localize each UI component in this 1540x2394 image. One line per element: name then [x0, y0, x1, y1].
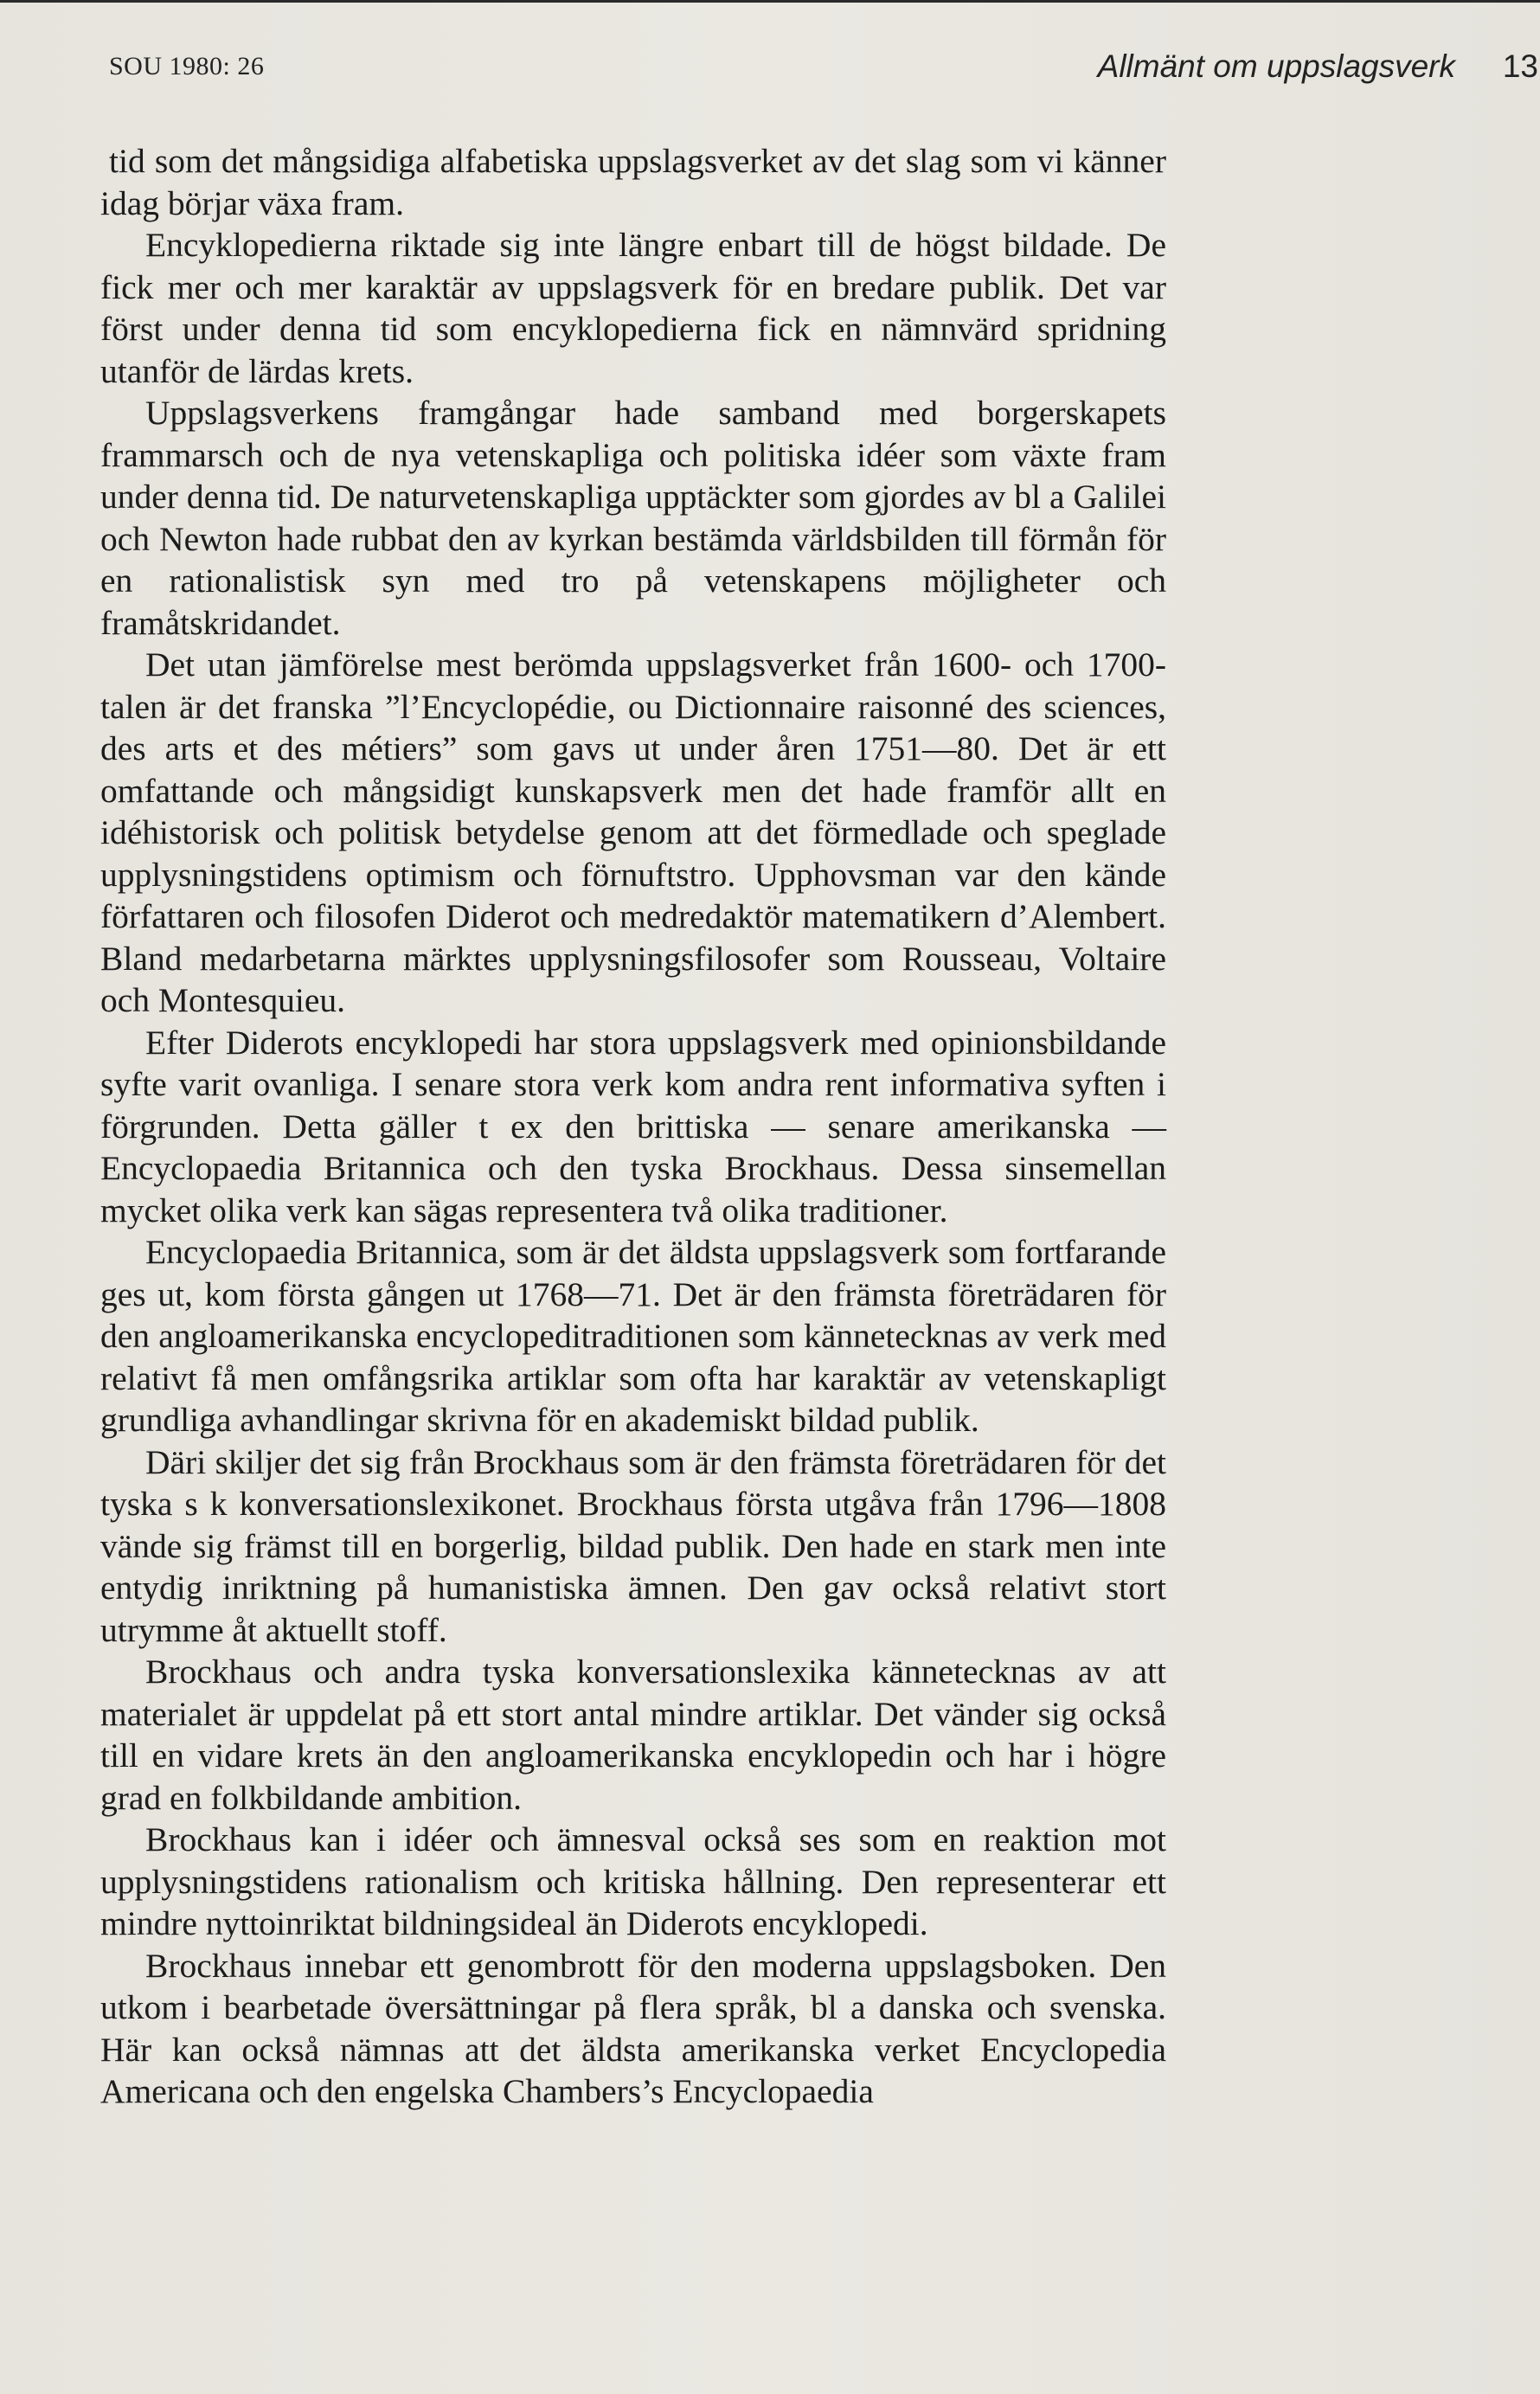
- paragraph-8: Brockhaus och andra tyska konversationslexika kännetecknas av att materialet är uppdelat på ett stort antal mindre artiklar. Det vänder sig också till en vidare krets än den angloamerikanska encyklopedin och har i högre grad en folkbildande ambition.: [100, 1653, 1166, 1817]
- body-text: [100, 140, 1166, 2113]
- paragraph-9: Brockhaus kan i idéer och ämnesval också ses som en reaktion mot upplysningstidens rationalism och kritiska hållning. Den representerar ett mindre nyttoinriktat bildningsideal än Diderots encyklopedi.: [100, 1820, 1166, 1942]
- paragraph-6: Encyclopaedia Britannica, som är det äldsta uppslagsverk som fortfarande ges ut, kom första gången ut 1768—71. Det är den främsta företrädaren för den angloamerikanska encyclopeditraditionen som kännetecknas av verk med relativt få men omfångsrika artiklar som ofta har karaktär av vetenskapligt grundliga avhandlingar skrivna för en akademiskt bildad publik.: [100, 1233, 1166, 1439]
- paragraph-7: Däri skiljer det sig från Brockhaus som är den främsta företrädaren för det tyska s k konversationslexikonet. Brockhaus första utgåva från 1796—1808 vände sig främst till en borgerlig, bildad publik. Den hade en stark men inte entydig inriktning på humanistiska ämnen. Den gav också relativt stort utrymme åt aktuellt stoff.: [100, 1442, 1166, 1649]
- paragraph-3: Uppslagsverkens framgångar hade samband med borgerskapets frammarsch och de nya vetenskapliga och politiska idéer som växte fram under denna tid. De naturvetenskapliga upptäckter som gjordes av bl a Galilei och Newton hade rubbat den av kyrkan bestämda världsbilden till förmån för en rationalistisk syn med tro på vetenskapens möjligheter och framåtskridandet.: [100, 394, 1166, 642]
- running-header: [109, 48, 1540, 90]
- section-title: Allmänt om uppslagsverk: [1097, 48, 1455, 84]
- paragraph-4: Det utan jämförelse mest berömda uppslagsverket från 1600- och 1700-talen är det franska ”l’Encyclopédie, ou Dictionnaire raisonné des sciences, des arts et des métiers” som gavs ut under åren 1751—80. Det är ett omfattande och mångsidigt kunskapsverk men det hade framför allt en idéhistorisk och politisk betydelse genom att det förmedlade och speglade upplysningstidens optimism och förnuftstro. Upphovsman var den kände författaren och filosofen Diderot och medredaktör matematikern d’Alembert. Bland medarbetarna märktes upplysningsfilosofer som Rousseau, Voltaire och Montesquieu.: [100, 645, 1166, 1019]
- paragraph-1: tid som det mångsidiga alfabetiska uppslagsverket av det slag som vi känner idag börjar växa fram.: [100, 142, 1166, 222]
- page-number: 13: [1502, 48, 1538, 84]
- paragraph-10: Brockhaus innebar ett genombrott för den moderna uppslagsboken. Den utkom i bearbetade översättningar på flera språk, bl a danska och svenska. Här kan också nämnas att det äldsta amerikanska verket Encyclopedia Americana och den engelska Chambers’s Encyclopaedia: [100, 1946, 1166, 2110]
- top-edge-rule: [0, 0, 1540, 3]
- paragraph-5: Efter Diderots encyklopedi har stora uppslagsverk med opinionsbildande syfte varit ovanliga. I senare stora verk kom andra rent informativa syften i förgrunden. Detta gäller t ex den brittiska — senare amerikanska — Encyclopaedia Britannica och den tyska Brockhaus. Dessa sinsemellan mycket olika verk kan sägas representera två olika traditioner.: [100, 1023, 1166, 1229]
- paragraph-2: Encyklopedierna riktade sig inte längre enbart till de högst bildade. De fick mer och mer karaktär av uppslagsverk för en bredare publik. Det var först under denna tid som encyklopedierna fick en nämnvärd spridning utanför de lärdas krets.: [100, 226, 1166, 390]
- report-series-number: SOU 1980: 26: [109, 52, 265, 80]
